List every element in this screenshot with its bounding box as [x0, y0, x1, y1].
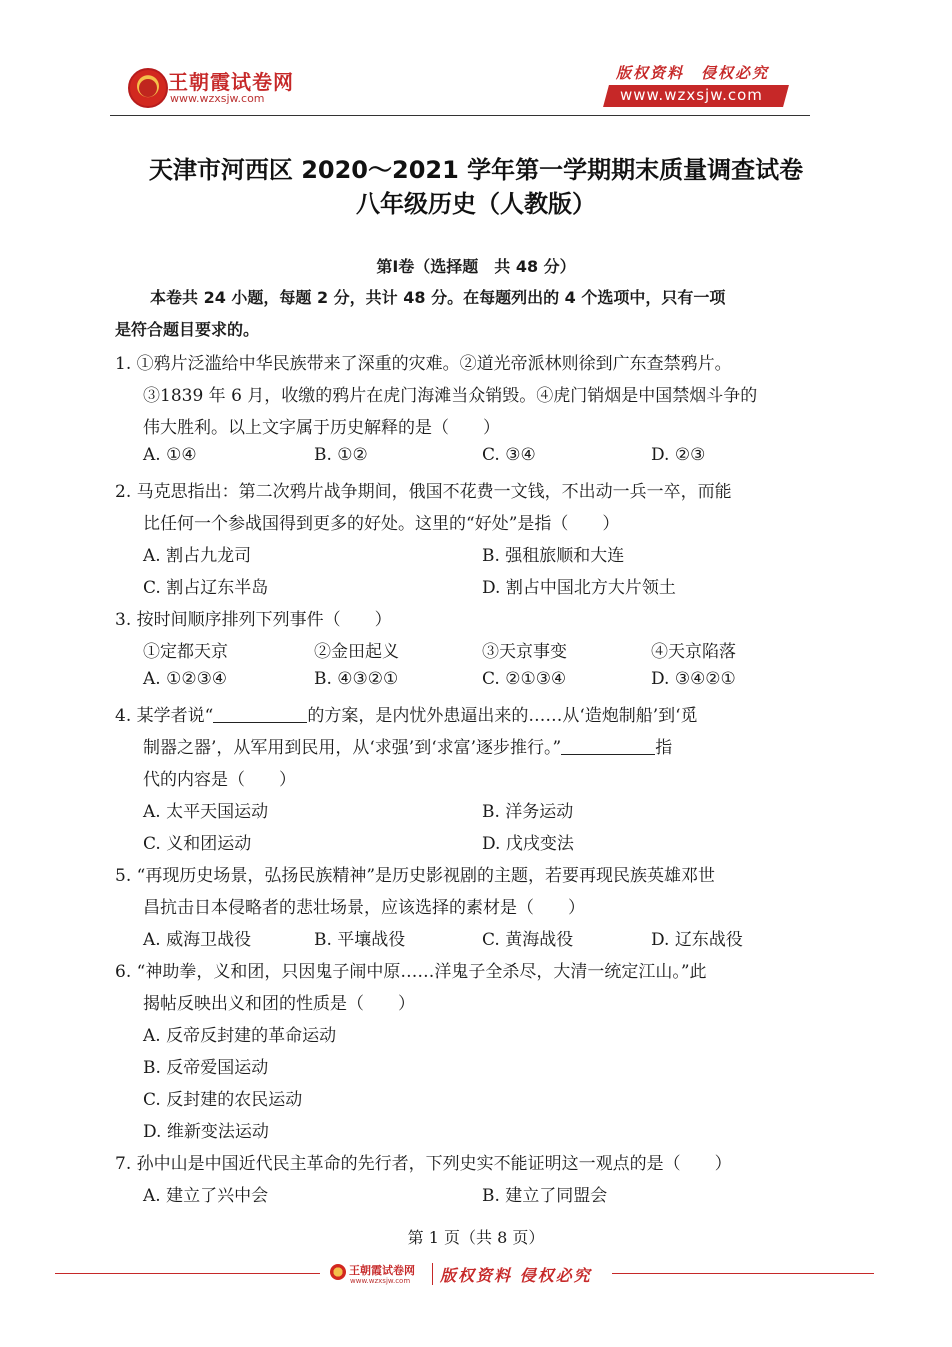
brand-name: 王朝霞试卷网: [168, 70, 294, 94]
question-4-text: [115, 701, 698, 726]
footer-copyright: 版权资料 侵权必究: [440, 1266, 592, 1285]
question-1-text: 1. ①鸦片泛滥给中华民族带来了深重的灾难。②道光帝派林则徐到广东查禁鸦片。: [115, 354, 732, 374]
question-4-text-part: 4. 某学者说“: [115, 706, 214, 726]
question-3-event: ④天京陷落: [651, 642, 736, 662]
question-7-text: 7. 孙中山是中国近代民主革命的先行者，下列史实不能证明这一观点的是（ ）: [115, 1154, 732, 1174]
question-1-text: ③1839 年 6 月，收缴的鸦片在虎门海滩当众销毁。④虎门销烟是中国禁烟斗争的: [143, 386, 758, 406]
header-divider: [110, 115, 810, 116]
question-6-option-b[interactable]: B. 反帝爱国运动: [143, 1058, 269, 1078]
question-2-text: 比任何一个参战国得到更多的好处。这里的“好处”是指（ ）: [143, 514, 620, 534]
question-3-text: 3. 按时间顺序排列下列事件（ ）: [115, 610, 392, 630]
question-4-option-c[interactable]: C. 义和团运动: [143, 834, 252, 854]
question-2-option-a[interactable]: A. 割占九龙司: [143, 546, 252, 566]
question-7-option-b[interactable]: B. 建立了同盟会: [482, 1186, 608, 1206]
question-1-option-d[interactable]: D. ②③: [651, 445, 706, 465]
question-1-option-b[interactable]: B. ①②: [314, 445, 368, 465]
footer-brand-url[interactable]: www.wzxsjw.com: [350, 1277, 411, 1285]
question-4-option-d[interactable]: D. 戊戌变法: [482, 834, 574, 854]
question-6-text: 6. “神助拳，义和团，只因鬼子闹中原……洋鬼子全杀尽，大清一统定江山。”此: [115, 962, 707, 982]
question-1-option-a[interactable]: A. ①④: [143, 445, 197, 465]
question-7-option-a[interactable]: A. 建立了兴中会: [143, 1186, 269, 1206]
question-4-text-part: 制器之器’，从军用到民用，从‘求强’到‘求富’逐步推行。”: [143, 738, 562, 758]
question-1-option-c[interactable]: C. ③④: [482, 445, 536, 465]
question-2-option-d[interactable]: D. 割占中国北方大片领土: [482, 578, 676, 598]
question-6-option-c[interactable]: C. 反封建的农民运动: [143, 1090, 303, 1110]
question-5-option-c[interactable]: C. 黄海战役: [482, 930, 574, 950]
question-6-option-d[interactable]: D. 维新变法运动: [143, 1122, 269, 1142]
instructions-line: 是符合题目要求的。: [115, 320, 260, 339]
question-1-text: 伟大胜利。以上文字属于历史解释的是（ ）: [143, 418, 500, 438]
exam-title: 天津市河西区 2020～2021 学年第一学期期末质量调查试卷: [148, 156, 804, 184]
question-3-option-b[interactable]: B. ④③②①: [314, 669, 399, 689]
question-2-option-c[interactable]: C. 割占辽东半岛: [143, 578, 269, 598]
footer-brand-name: 王朝霞试卷网: [349, 1264, 415, 1277]
question-4-option-b[interactable]: B. 洋务运动: [482, 802, 574, 822]
question-3-event: ①定都天京: [143, 642, 228, 662]
question-4-text-part: 指: [655, 738, 673, 758]
question-5-option-a[interactable]: A. 威海卫战役: [143, 930, 252, 950]
question-2-text: 2. 马克思指出：第二次鸦片战争期间，俄国不花费一文钱，不出动一兵一卒，而能: [115, 482, 732, 502]
brand-logo-icon: [128, 68, 168, 108]
question-4-text: 代的内容是（ ）: [143, 770, 296, 790]
answer-blank[interactable]: [561, 738, 655, 755]
question-2-option-b[interactable]: B. 强租旅顺和大连: [482, 546, 625, 566]
instructions-line: 本卷共 24 小题，每题 2 分，共计 48 分。在每题列出的 4 个选项中，只有一项: [150, 288, 726, 307]
question-3-event: ②金田起义: [314, 642, 399, 662]
question-3-option-d[interactable]: D. ③④②①: [651, 669, 736, 689]
exam-subtitle: 八年级历史（人教版）: [356, 190, 596, 218]
footer-logo-icon: [330, 1264, 346, 1280]
page-number: 第 1 页（共 8 页）: [407, 1228, 545, 1247]
question-5-option-d[interactable]: D. 辽东战役: [651, 930, 743, 950]
question-6-option-a[interactable]: A. 反帝反封建的革命运动: [143, 1026, 337, 1046]
question-5-text: 昌抗击日本侵略者的悲壮场景，应该选择的素材是（ ）: [143, 898, 585, 918]
question-5-option-b[interactable]: B. 平壤战役: [314, 930, 406, 950]
question-4-text-part: 的方案，是内忧外患逼出来的……从‘造炮制船’到‘觅: [307, 706, 698, 726]
question-3-option-a[interactable]: A. ①②③④: [143, 669, 228, 689]
copyright-notice: 版权资料 侵权必究: [616, 64, 770, 82]
brand-url[interactable]: www.wzxsjw.com: [170, 92, 265, 105]
answer-blank[interactable]: [213, 706, 307, 723]
footer-separator: [432, 1263, 433, 1285]
question-3-event: ③天京事变: [482, 642, 567, 662]
section-title: 第Ⅰ卷（选择题 共 48 分）: [376, 257, 576, 276]
question-4-text: [143, 733, 672, 758]
question-6-text: 揭帖反映出义和团的性质是（ ）: [143, 994, 415, 1014]
question-4-option-a[interactable]: A. 太平天国运动: [143, 802, 269, 822]
question-5-text: 5. “再现历史场景，弘扬民族精神”是历史影视剧的主题，若要再现民族英雄邓世: [115, 866, 716, 886]
question-3-option-c[interactable]: C. ②①③④: [482, 669, 567, 689]
footer-divider-left: [55, 1273, 320, 1274]
url-banner-text[interactable]: www.wzxsjw.com: [620, 86, 763, 104]
footer-divider-right: [612, 1273, 874, 1274]
